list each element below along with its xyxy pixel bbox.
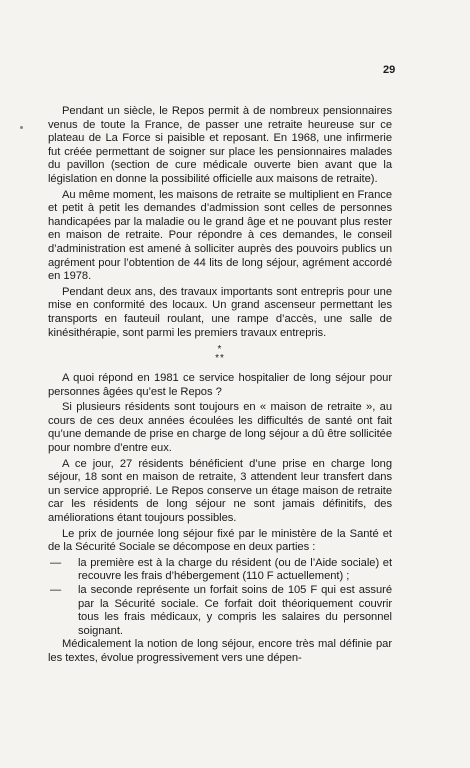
paragraph-5: Si plusieurs résidents sont toujours en « maison de retraite », au cours de ces deux années écoulées les difficultés de santé ont fait qu’une demande de prise en charge de long séjour a dû être sollicitée pour nombre d’entre eux. (48, 401, 392, 455)
list-dash: — (50, 584, 62, 596)
margin-mark (20, 126, 23, 129)
price-parts-list (48, 557, 392, 639)
paragraph-2: Au même moment, les maisons de retraite se multiplient en France et petit à petit les demandes d’admission sont celles de personnes handicapées par la maladie ou le grand âge et ne pouvant plus rester en maison de retraite. Pour répondre à ces demandes, le conseil d’administration est amené à solliciter auprès des pouvoirs publics un agrément pour l’obtention de 44 lits de long séjour, agrément accordé en 1978. (48, 188, 392, 283)
paragraph-1: Pendant un siècle, le Repos permit à de nombreux pensionnaires venus de toute la France, de passer une retraite heureuse sur ce plateau de La Force si paisible et reposant. En 1968, une infirmerie fut créée permettant de soigner sur place les pensionnaires malades du pavillon (section de cure médicale ouverte bien avant que la législation en donne la possibilité officielle aux maisons de retraite). (48, 105, 392, 185)
body-text (48, 105, 392, 668)
paragraph-4: A quoi répond en 1981 ce service hospitalier de long séjour pour personnes âgées qu’est le Repos ? (48, 372, 392, 398)
paragraph-8: Médicalement la notion de long séjour, encore très mal définie par les textes, évolue progressivement vers une dépen- (48, 638, 392, 664)
section-separator (48, 345, 392, 363)
paragraph-6: A ce jour, 27 résidents bénéficient d’une prise en charge long séjour, 18 sont en maison de retraite, 3 attendent leur transfert dans un service approprié. Le Repos conserve un étage maison de retraite car les résidents de long séjour ne sont jamais définitifs, des améliorations étant toujours possibles. (48, 457, 392, 525)
list-item-text: la première est à la charge du résident (ou de l’Aide sociale) et recouvre les frais d’hébergement (110 F actuellement) ; (78, 556, 392, 583)
paragraph-3: Pendant deux ans, des travaux importants sont entrepris pour une mise en conformité des locaux. Un grand ascenseur permettant les transports en fauteuil roulant, une rampe d’accès, une salle de kinésithérapie, sont parmi les premiers travaux entrepris. (48, 285, 392, 339)
list-item (48, 557, 392, 584)
separator-asterisks: * ** (215, 344, 225, 365)
paragraph-7: Le prix de journée long séjour fixé par le ministère de la Santé et de la Sécurité Sociale se décompose en deux parties : (48, 527, 392, 554)
list-item (48, 584, 392, 638)
list-item-text: la seconde représente un forfait soins de 105 F qui est assuré par la Sécurité sociale. Ce forfait doit théoriquement couvrir tous les frais médicaux, y compris les salaires du personnel soignant. (78, 584, 392, 637)
list-dash: — (50, 556, 62, 569)
page-number: 29 (383, 64, 396, 76)
